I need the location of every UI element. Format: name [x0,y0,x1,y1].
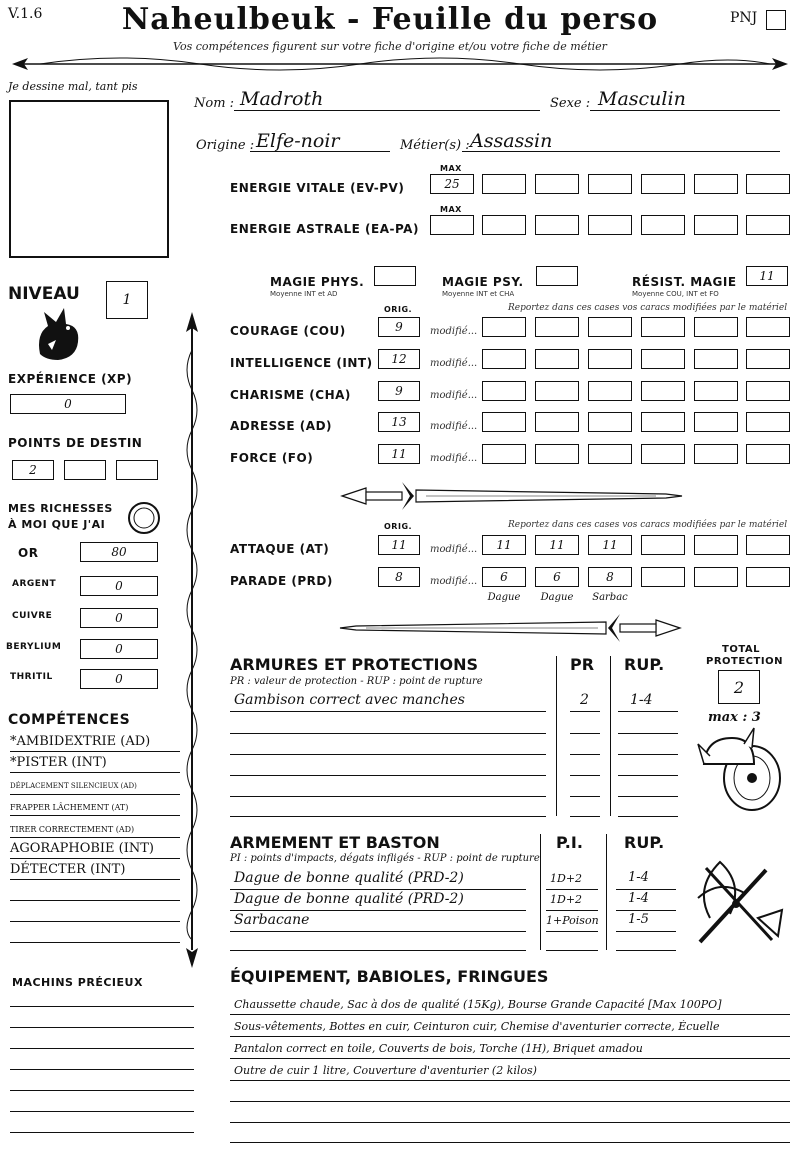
competence-line [10,815,180,816]
destin-box[interactable] [64,460,106,480]
armure-line [570,733,600,734]
stat-modif-label: modifié... [430,358,478,369]
competence-line [10,772,180,773]
arme-rup[interactable]: 1-4 [628,870,649,885]
competence-line [10,751,180,752]
armure-line [570,816,600,817]
machin-line [10,1090,194,1091]
stat-modif-label: modifié... [430,390,478,401]
coin-icon [126,500,162,536]
spear-illustration [180,310,204,970]
armure-line [230,796,546,797]
ev-box[interactable] [694,174,738,194]
armure-line [570,711,600,712]
stat-mod-box[interactable] [746,412,790,432]
metier-line [462,151,780,152]
stat-mod-box[interactable] [588,381,632,401]
pi-header: P.I. [556,833,583,852]
armure-pr[interactable]: 2 [580,692,589,708]
pnj-label: PNJ [730,10,758,26]
stat-mod-box[interactable] [746,349,790,369]
armement-subtitle: PI : points d'impacts, dégats infligés - RUP : point de rupture [230,853,540,864]
armure-line [618,733,678,734]
stat-mod-box[interactable] [482,349,526,369]
magie-phys-note: Moyenne INT et AD [270,290,338,298]
stat-orig-box[interactable]: 9 [378,381,420,401]
machin-line [10,1006,194,1007]
armement-col-divider [540,834,541,950]
arme-line [230,950,526,951]
stat-mod-box[interactable] [535,349,579,369]
at-mod-box[interactable] [694,535,738,555]
stat-mod-box[interactable] [482,381,526,401]
equipement-item[interactable]: Outre de cuir 1 litre, Couverture d'aventurier (2 kilos) [234,1064,537,1077]
at-mod-box[interactable] [641,535,685,555]
pr-header: PR [570,655,595,674]
xp-box[interactable]: 0 [10,394,126,414]
ea-max-box[interactable] [430,215,474,235]
magie-psy-label: MAGIE PSY. [442,275,524,289]
coin-label: CUIVRE [12,611,53,621]
equipement-title: ÉQUIPEMENT, BABIOLES, FRINGUES [230,967,549,986]
competence-line [10,942,180,943]
equipement-item[interactable]: Sous-vêtements, Bottes en cuir, Ceinturon cuir, Chemise d'aventurier correcte, Écuelle [234,1020,720,1033]
machin-line [10,1027,194,1028]
competence-item[interactable]: *PISTER (INT) [10,755,107,770]
at-mod-box[interactable]: 11 [482,535,526,555]
total-protection-box[interactable]: 2 [718,670,760,704]
armures-title: ARMURES ET PROTECTIONS [230,655,478,674]
coin-box[interactable]: 0 [80,608,158,628]
machin-line [10,1111,194,1112]
stat-mod-box[interactable] [746,444,790,464]
stat-orig-box[interactable]: 11 [378,444,420,464]
arme-rup[interactable]: 1-4 [628,891,649,906]
origine-value[interactable]: Elfe-noir [256,130,340,152]
equipement-line [230,1036,790,1037]
rup-header: RUP. [624,833,665,852]
pnj-checkbox[interactable] [766,10,786,30]
nom-label: Nom : [194,96,235,111]
arme-line [546,950,598,951]
stat-orig-box[interactable]: 9 [378,317,420,337]
stat-label: FORCE (FO) [230,451,314,465]
armure-rup[interactable]: 1-4 [630,692,653,708]
richesses-label-1: MES RICHESSES [8,502,113,515]
stat-mod-box[interactable] [482,412,526,432]
stat-mod-box[interactable] [588,444,632,464]
ea-box[interactable] [641,215,685,235]
header-garland [0,52,800,76]
ea-box[interactable] [694,215,738,235]
rup-header: RUP. [624,655,665,674]
arme-line [230,931,526,932]
sexe-value[interactable]: Masculin [598,88,686,110]
armement-title: ARMEMENT ET BASTON [230,833,440,852]
stat-mod-box[interactable] [694,412,738,432]
coin-label: OR [18,546,39,560]
origine-label: Origine : [196,138,255,153]
destin-box[interactable]: 2 [12,460,54,480]
arme-line [230,910,526,911]
ea-max-label: MAX [440,205,462,214]
machin-line [10,1048,194,1049]
sexe-line [590,110,780,111]
machin-line [10,1069,194,1070]
stat-mod-box[interactable] [482,317,526,337]
at-modif-label: modifié... [430,544,478,555]
sheet-title: Naheulbeuk - Feuille du perso [121,2,659,37]
total-label: TOTAL [722,644,760,655]
origine-line [250,151,390,152]
prd-mod-box[interactable]: 8 [588,567,632,587]
stat-orig-box[interactable]: 13 [378,412,420,432]
resist-magie-note: Moyenne COU, INT et FO [632,290,719,298]
niveau-box[interactable]: 1 [106,281,148,319]
xp-label: EXPÉRIENCE (XP) [8,372,133,386]
stat-mod-box[interactable] [535,444,579,464]
prd-mod-box[interactable]: 6 [482,567,526,587]
armure-line [230,733,546,734]
ea-box[interactable] [746,215,790,235]
sword-illustration [336,610,686,646]
magie-psy-note: Moyenne INT et CHA [442,290,515,298]
competence-item[interactable]: TIRER CORRECTEMENT (AD) [10,825,135,834]
sexe-label: Sexe : [550,96,591,111]
stat-mod-box[interactable] [641,412,685,432]
stats-orig-label: ORIG. [384,305,413,314]
arme-line [546,931,598,932]
competence-line [10,837,180,838]
coin-box[interactable]: 0 [80,576,158,596]
prd-orig-box[interactable]: 8 [378,567,420,587]
metier-value[interactable]: Assassin [470,130,553,152]
ea-box[interactable] [535,215,579,235]
ev-box[interactable] [482,174,526,194]
armures-col-divider [556,656,557,816]
stat-mod-box[interactable] [694,444,738,464]
coin-box[interactable]: 0 [80,639,158,659]
machin-line [10,1132,194,1133]
stat-mod-box[interactable] [641,317,685,337]
at-orig-box[interactable]: 11 [378,535,420,555]
arme-rup[interactable]: 1-5 [628,912,649,927]
arme-line [616,889,676,890]
armure-line [230,775,546,776]
stat-mod-box[interactable] [641,444,685,464]
portrait-caption: Je dessine mal, tant pis [8,80,138,93]
magie-phys-label: MAGIE PHYS. [270,275,365,289]
sword-illustration [336,478,686,514]
at-mod-box[interactable]: 11 [588,535,632,555]
ea-label: ENERGIE ASTRALE (EA-PA) [230,222,419,236]
arme-pi[interactable]: 1D+2 [550,893,583,906]
competence-line [10,879,180,880]
equipement-item[interactable]: Pantalon correct en toile, Couverts de bois, Torche (1H), Briquet amadou [234,1042,643,1055]
stat-mod-box[interactable] [588,349,632,369]
dragon-icon [34,304,84,362]
at-mod-box[interactable]: 11 [535,535,579,555]
ev-box[interactable] [641,174,685,194]
stat-modif-label: modifié... [430,326,478,337]
stat-mod-box[interactable] [535,412,579,432]
stat-mod-box[interactable] [588,317,632,337]
armure-line [570,796,600,797]
competence-line [10,794,180,795]
combat-orig-label: ORIG. [384,522,413,531]
armure-line [570,754,600,755]
stat-mod-box[interactable] [641,349,685,369]
armure-line [618,754,678,755]
stat-mod-box[interactable] [746,381,790,401]
at-label: ATTAQUE (AT) [230,542,330,556]
competence-line [10,858,180,859]
niveau-label: NIVEAU [8,284,80,304]
stat-mod-box[interactable] [694,317,738,337]
arme-line [230,889,526,890]
stats-note: Reportez dans ces cases vos caracs modifiées par le matériel [508,303,788,313]
helmet-shield-icon [696,724,786,816]
ev-max-label: MAX [440,164,462,173]
weapon-name-label: Sarbac [592,592,628,603]
stat-label: ADRESSE (AD) [230,419,333,433]
competence-line [10,900,180,901]
weapon-name-label: Dague [487,592,521,603]
arme-name[interactable]: Sarbacane [234,912,310,928]
equipement-line [230,1142,790,1143]
ev-max-box[interactable]: 25 [430,174,474,194]
resist-magie-label: RÉSIST. MAGIE [632,275,737,289]
arme-line [616,950,676,951]
stat-label: INTELLIGENCE (INT) [230,356,373,370]
resist-magie-box[interactable]: 11 [746,266,788,286]
arme-name[interactable]: Dague de bonne qualité (PRD-2) [234,870,464,886]
armure-line [618,816,678,817]
crossed-weapons-icon [690,858,786,950]
ea-box[interactable] [588,215,632,235]
equipement-line [230,1101,790,1102]
stat-mod-box[interactable] [535,381,579,401]
arme-line [616,931,676,932]
arme-line [546,889,598,890]
armure-line [618,711,678,712]
prd-mod-box[interactable] [694,567,738,587]
stat-label: COURAGE (COU) [230,324,346,338]
sheet-subtitle: Vos compétences figurent sur votre fiche d'origine et/ou votre fiche de métier [173,40,607,53]
stat-modif-label: modifié... [430,421,478,432]
equipement-line [230,1080,790,1081]
armure-name[interactable]: Gambison correct avec manches [234,692,465,708]
stat-mod-box[interactable] [694,381,738,401]
equipement-item[interactable]: Chaussette chaude, Sac à dos de qualité (15Kg), Bourse Grande Capacité [Max 100PO] [234,998,722,1011]
competence-item[interactable]: *AMBIDEXTRIE (AD) [10,734,151,749]
machins-label: MACHINS PRÉCIEUX [12,976,143,989]
stat-mod-box[interactable] [482,444,526,464]
stat-orig-box[interactable]: 12 [378,349,420,369]
at-mod-box[interactable] [746,535,790,555]
equipement-line [230,1122,790,1123]
stat-mod-box[interactable] [588,412,632,432]
competence-item[interactable]: AGORAPHOBIE (INT) [10,841,154,856]
arme-line [546,910,598,911]
prd-mod-box[interactable]: 6 [535,567,579,587]
version-label: V.1.6 [8,6,43,22]
arme-pi[interactable]: 1+Poison [546,914,599,927]
competence-item[interactable]: DÉPLACEMENT SILENCIEUX (AD) [10,782,137,790]
competences-label: COMPÉTENCES [8,712,131,728]
armure-line [230,754,546,755]
armures-col-divider [610,656,611,816]
competence-item[interactable]: FRAPPER LÂCHEMENT (AT) [10,803,129,812]
arme-line [616,910,676,911]
armure-line [570,775,600,776]
destin-label: POINTS DE DESTIN [8,436,143,450]
prd-label: PARADE (PRD) [230,574,333,588]
armure-line [230,711,546,712]
equipement-line [230,1058,790,1059]
armure-line [230,816,546,817]
competence-item[interactable]: DÉTECTER (INT) [10,862,126,877]
combat-note: Reportez dans ces cases vos caracs modifiées par le matériel [508,520,788,530]
stat-label: CHARISME (CHA) [230,388,351,402]
ev-box[interactable] [746,174,790,194]
protection-label: PROTECTION [706,656,783,667]
equipement-line [230,1014,790,1015]
prd-mod-box[interactable] [641,567,685,587]
ev-label: ENERGIE VITALE (EV-PV) [230,181,405,195]
coin-label: BERYLIUM [6,642,62,652]
protection-max: max : 3 [708,710,761,725]
weapon-name-label: Dague [540,592,574,603]
stat-mod-box[interactable] [694,349,738,369]
magie-phys-box[interactable] [374,266,416,286]
coin-label: THRITIL [10,672,53,682]
arme-pi[interactable]: 1D+2 [550,872,583,885]
coin-box[interactable]: 0 [80,669,158,689]
metier-label: Métier(s) : [400,138,470,153]
stat-mod-box[interactable] [535,317,579,337]
ev-box[interactable] [535,174,579,194]
ea-box[interactable] [482,215,526,235]
prd-mod-box[interactable] [746,567,790,587]
stat-mod-box[interactable] [746,317,790,337]
portrait-frame[interactable] [9,100,169,258]
armure-line [618,775,678,776]
armures-subtitle: PR : valeur de protection - RUP : point de rupture [230,676,483,687]
magie-psy-box[interactable] [536,266,578,286]
stat-modif-label: modifié... [430,453,478,464]
arme-name[interactable]: Dague de bonne qualité (PRD-2) [234,891,464,907]
destin-box[interactable] [116,460,158,480]
coin-label: ARGENT [12,579,57,589]
ev-box[interactable] [588,174,632,194]
stat-mod-box[interactable] [641,381,685,401]
armure-line [618,796,678,797]
nom-line [234,110,540,111]
richesses-label-2: À MOI QUE J'AI [8,518,106,531]
prd-modif-label: modifié... [430,576,478,587]
nom-value[interactable]: Madroth [240,88,324,110]
coin-box[interactable]: 80 [80,542,158,562]
competence-line [10,921,180,922]
armement-col-divider [606,834,607,950]
